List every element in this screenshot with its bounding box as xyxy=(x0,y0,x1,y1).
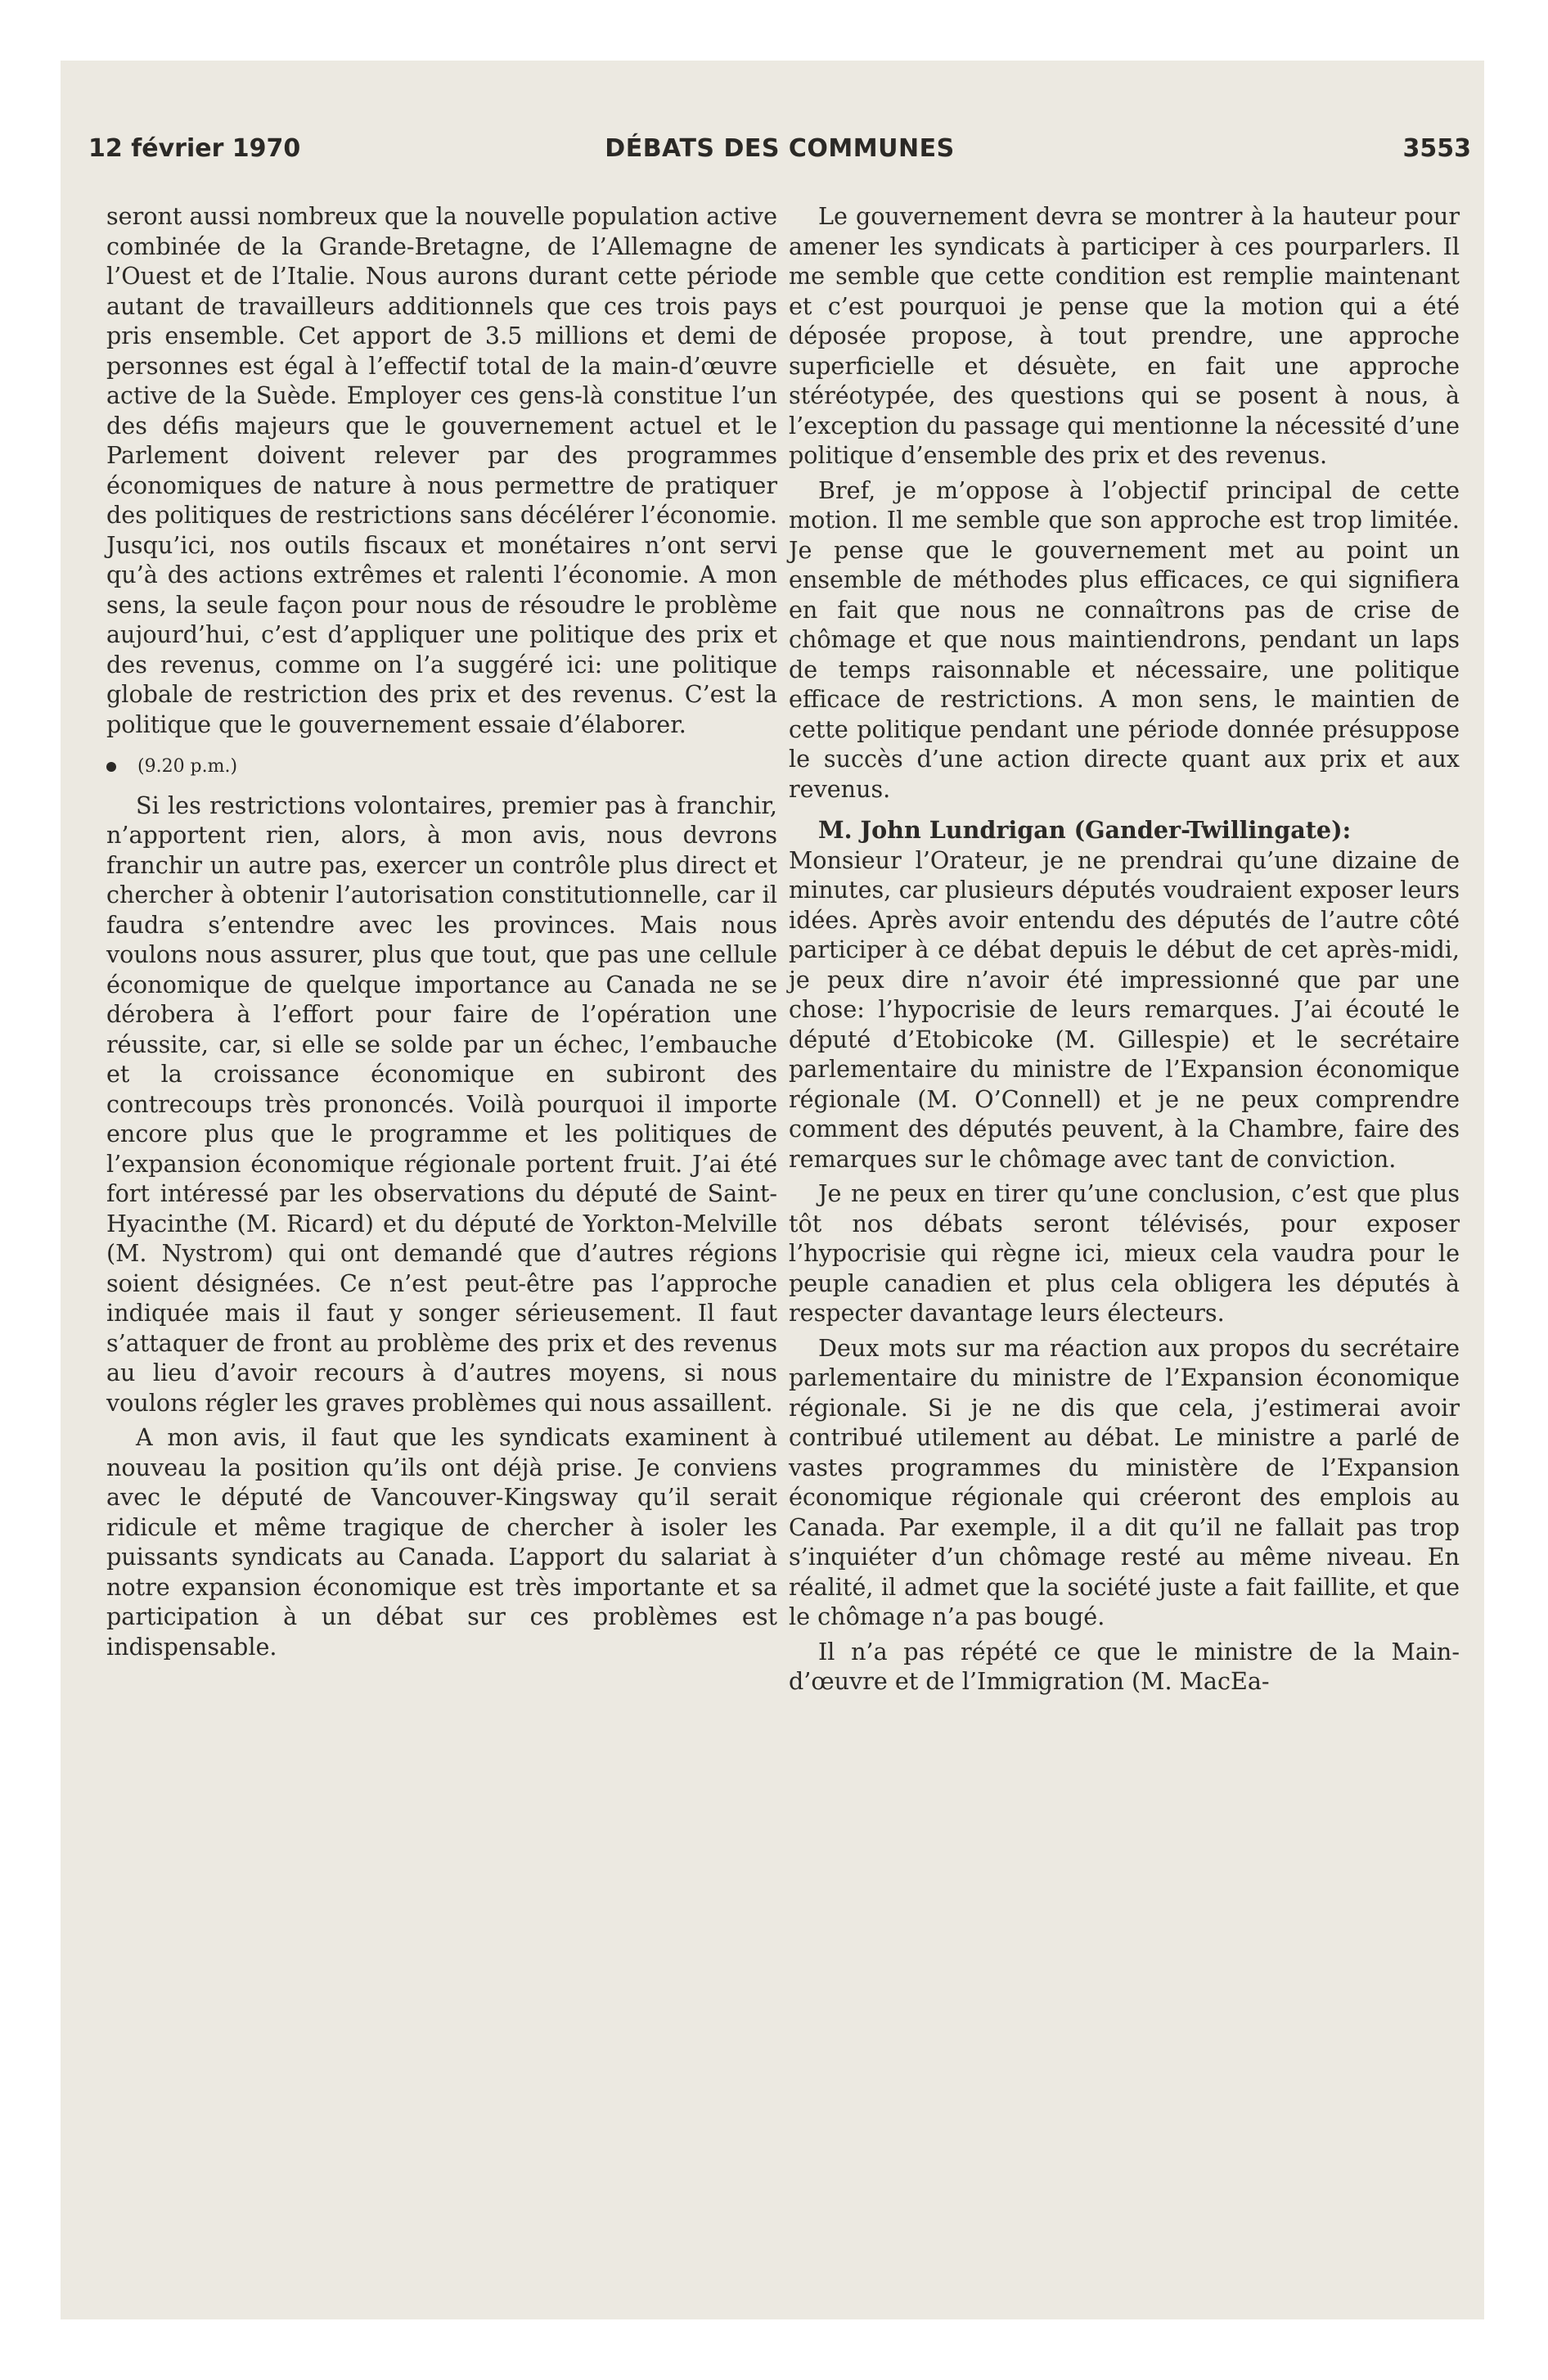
paragraph: Monsieur l’Orateur, je ne prendrai qu’une dizaine de minutes, car plusieurs députés voudraient exposer leurs idées. Après avoir entendu des députés de l’autre côté participer à ce débat depuis le début de cet après-midi, je peux dire n’avoir été impressionné que par une chose: l’hypocrisie de leurs remarques. J’ai écouté le député d’Etobicoke (M. Gillespie) et le secrétaire parlementaire du ministre de l’Expansion économique régionale (M. O’Connell) et je ne peux comprendre comment des députés peuvent, à la Chambre, faire des remarques sur le chômage avec tant de conviction. xyxy=(789,845,1460,1173)
paragraph: A mon avis, il faut que les syndicats examinent à nouveau la position qu’ils ont déjà prise. Je conviens avec le député de Vancouver-Kingsway qu’il serait ridicule et même tragique de chercher à isoler les puissants syndicats au Canada. L’apport du salariat à notre expansion économique est très importante et sa participation à un débat sur ces problèmes est indispensable. xyxy=(106,1423,777,1661)
page-number: 3553 xyxy=(1402,134,1471,163)
paragraph: Deux mots sur ma réaction aux propos du secrétaire parlementaire du ministre de l’Expansion économique régionale. Si je ne dis que cela, j’estimerai avoir contribué utilement au débat. Le ministre a parlé de vastes programmes du ministère de l’Expansion économique régionale qui créeront des emplois au Canada. Par exemple, il a dit qu’il ne fallait pas trop s’inquiéter d’un chômage resté au même niveau. En réalité, il admet que la société juste a fait faillite, et que le chômage n’a pas bougé. xyxy=(789,1333,1460,1630)
right-column xyxy=(789,201,1460,1702)
page-header xyxy=(88,134,1471,175)
bullet-icon xyxy=(106,762,116,772)
left-column xyxy=(106,201,777,1666)
header-date: 12 février 1970 xyxy=(88,134,301,163)
speaker-name: M. John Lundrigan (Gander-Twillingate): xyxy=(818,816,1352,844)
paragraph: Si les restrictions volontaires, premier pas à franchir, n’apportent rien, alors, à mon avis, nous devrons franchir un autre pas, exercer un contrôle plus direct et chercher à obtenir l’autorisation constitutionnelle, car il faudra s’entendre avec les provinces. Mais nous voulons nous assurer, plus que tout, que pas une cellule économique de quelque importance au Canada ne se dérobera à l’effort pour faire de l’opération une réussite, car, si elle se solde par un échec, l’embauche et la croissance économique en subiront des contrecoups très prononcés. Voilà pourquoi il importe encore plus que le programme et les politiques de l’expansion économique régionale portent fruit. J’ai été fort intéressé par les observations du député de Saint-Hyacinthe (M. Ricard) et du député de Yorkton-Melville (M. Nystrom) qui ont demandé que d’autres régions soient désignées. Ce n’est peut-être pas l’approche indiquée mais il faut y songer sérieusement. Il faut s’attaquer de front au problème des prix et des revenus au lieu d’avoir recours à d’autres moyens, si nous voulons régler les graves problèmes qui nous assaillent. xyxy=(106,791,777,1417)
paragraph: Le gouvernement devra se montrer à la hauteur pour amener les syndicats à participer à ces pourparlers. Il me semble que cette condition est remplie maintenant et c’est pourquoi je pense que la motion qui a été déposée propose, à tout prendre, une approche superficielle et désuète, en fait une approche stéréotypée, des questions qui se posent à nous, à l’exception du passage qui mentionne la nécessité d’une politique d’ensemble des prix et des revenus. xyxy=(789,202,1460,469)
header-title: DÉBATS DES COMMUNES xyxy=(605,134,955,163)
paragraph: Bref, je m’oppose à l’objectif principal de cette motion. Il me semble que son approche est trop limitée. Je pense que le gouvernement met au point un ensemble de méthodes plus efficaces, ce qui signifiera en fait que nous ne connaîtrons pas de crise de chômage et que nous maintiendrons, pendant un laps de temps raisonnable et nécessaire, une politique efficace de restrictions. A mon sens, le maintien de cette politique pendant une période donnée présuppose le succès d’une action directe quant aux prix et aux revenus. xyxy=(789,476,1460,803)
document-page xyxy=(61,61,1484,2319)
paragraph: Il n’a pas répété ce que le ministre de la Main-d’œuvre et de l’Immigration (M. MacEa- xyxy=(789,1637,1460,1695)
paragraph: seront aussi nombreux que la nouvelle population active combinée de la Grande-Bretagne, de l’Allemagne de l’Ouest et de l’Italie. Nous aurons durant cette période autant de travailleurs additionnels que ces trois pays pris ensemble. Cet apport de 3.5 millions et demi de personnes est égal à l’effectif total de la main-d’œuvre active de la Suède. Employer ces gens-là constitue l’un des défis majeurs que le gouvernement actuel et le Parlement doivent relever par des programmes économiques de nature à nous permettre de pratiquer des politiques de restrictions sans décélérer l’économie. Jusqu’ici, nos outils fiscaux et monétaires n’ont servi qu’à des actions extrêmes et ralenti l’économie. A mon sens, la seule façon pour nous de résoudre le problème aujourd’hui, c’est d’appliquer une politique des prix et des revenus, comme on l’a suggéré ici: une politique globale de restriction des prix et des revenus. C’est la politique que le gouvernement essaie d’élaborer. xyxy=(106,202,777,738)
time-marker xyxy=(106,752,777,782)
time-marker-text: (9.20 p.m.) xyxy=(137,756,238,777)
paragraph: Je ne peux en tirer qu’une conclusion, c’est que plus tôt nos débats seront télévisés, pour exposer l’hypocrisie qui règne ici, mieux cela vaudra pour le peuple canadien et plus cela obligera les députés à respecter davantage leurs électeurs. xyxy=(789,1179,1460,1327)
